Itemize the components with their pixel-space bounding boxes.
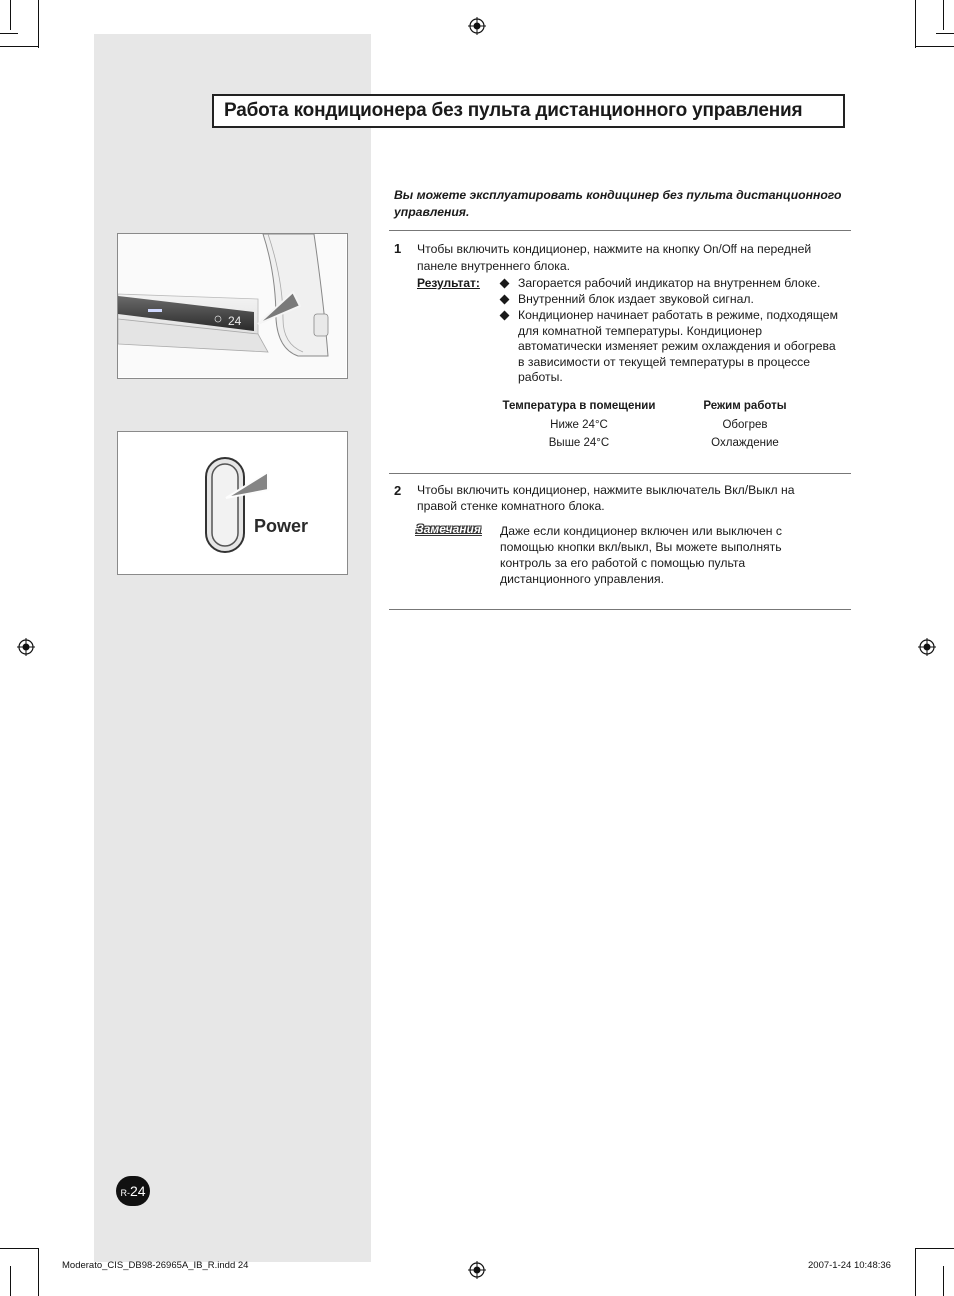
crop-mark bbox=[915, 1248, 916, 1296]
table-row bbox=[494, 434, 826, 452]
table-cell: Обогрев bbox=[722, 419, 768, 431]
page-prefix: R- bbox=[120, 1188, 130, 1198]
table-cell: Охлаждение bbox=[711, 437, 779, 449]
crop-mark bbox=[943, 0, 944, 30]
table-row bbox=[494, 416, 826, 434]
crop-mark bbox=[38, 0, 39, 48]
list-item bbox=[500, 292, 845, 308]
page-title: Работа кондиционера без пульта дистанционного управления bbox=[212, 94, 845, 128]
crop-mark bbox=[915, 0, 916, 48]
crop-mark bbox=[38, 1248, 39, 1296]
step-number: 1 bbox=[394, 241, 402, 256]
footer-file: Moderato_CIS_DB98-26965A_IB_R.indd 24 bbox=[62, 1260, 249, 1271]
result-list bbox=[500, 276, 845, 386]
diamond-bullet-icon bbox=[500, 295, 510, 305]
step-text-b: на передней панеле внутреннего блока. bbox=[417, 242, 812, 273]
step-text bbox=[417, 241, 847, 274]
list-item bbox=[500, 308, 845, 386]
table-cell: Выше 24°C bbox=[548, 437, 610, 449]
registration-mark-icon bbox=[468, 17, 486, 35]
indoor-unit-illustration bbox=[118, 234, 346, 377]
crop-mark bbox=[10, 0, 11, 30]
power-button-label: Power bbox=[254, 516, 309, 536]
page-number: 24 bbox=[129, 1183, 146, 1199]
crop-mark bbox=[10, 1266, 11, 1296]
diamond-bullet-icon bbox=[500, 279, 510, 289]
table-header: Режим работы bbox=[703, 400, 787, 412]
registration-mark-icon bbox=[918, 638, 936, 656]
table-cell: Ниже 24°C bbox=[550, 419, 608, 431]
step-text: Чтобы включить кондиционер, нажмите выключатель Вкл/Выкл на правой стенке комнатного блока. bbox=[417, 483, 795, 513]
note-text: Даже если кондиционер включен или выключен с помощью кнопки вкл/выкл, Вы можете выполнять контроль за его работой с помощью пульта дистанционного управления. bbox=[500, 524, 782, 586]
crop-mark bbox=[916, 46, 954, 47]
power-button-figure bbox=[117, 431, 348, 575]
crop-mark bbox=[0, 1248, 38, 1249]
mode-table bbox=[494, 396, 826, 452]
registration-mark-icon bbox=[17, 638, 35, 656]
result-label: Результат: bbox=[417, 276, 480, 290]
unit-display-value: 24 bbox=[228, 314, 242, 328]
onoff-label: On/Off bbox=[703, 244, 737, 256]
crop-mark bbox=[916, 1248, 954, 1249]
crop-mark bbox=[943, 1266, 944, 1296]
divider bbox=[389, 609, 851, 610]
divider bbox=[389, 230, 851, 231]
list-item-text: Внутренний блок издает звуковой сигнал. bbox=[518, 292, 754, 306]
note-label: Замечания bbox=[416, 522, 481, 536]
crop-mark bbox=[0, 46, 38, 47]
divider bbox=[389, 473, 851, 474]
step-number: 2 bbox=[394, 483, 402, 498]
crop-mark bbox=[0, 33, 18, 34]
registration-mark-icon bbox=[468, 1261, 486, 1279]
sidebar-column bbox=[94, 34, 371, 1262]
indoor-unit-figure bbox=[117, 233, 348, 379]
power-button-illustration bbox=[118, 432, 346, 573]
page-number-badge bbox=[116, 1176, 150, 1206]
step-text-a: Чтобы включить кондиционер, нажмите на кнопку bbox=[417, 242, 700, 256]
crop-mark bbox=[936, 33, 954, 34]
intro-text: Вы можете эксплуатировать кондицинер без пульта дистанционного управления. bbox=[394, 188, 842, 219]
list-item-text: Кондиционер начинает работать в режиме, подходящем для комнатной температуры. Кондиционер автоматически изменяет режим охлаждения и обогрева в зависимости от текущей температуры в процессе работы. bbox=[518, 308, 838, 384]
table-header: Температура в помещении bbox=[502, 400, 656, 412]
diamond-bullet-icon bbox=[500, 311, 510, 321]
list-item-text: Загорается рабочий индикатор на внутреннем блоке. bbox=[518, 276, 821, 290]
footer-datetime: 2007-1-24 10:48:36 bbox=[808, 1260, 891, 1271]
table-header-row bbox=[494, 396, 826, 416]
list-item bbox=[500, 276, 845, 292]
